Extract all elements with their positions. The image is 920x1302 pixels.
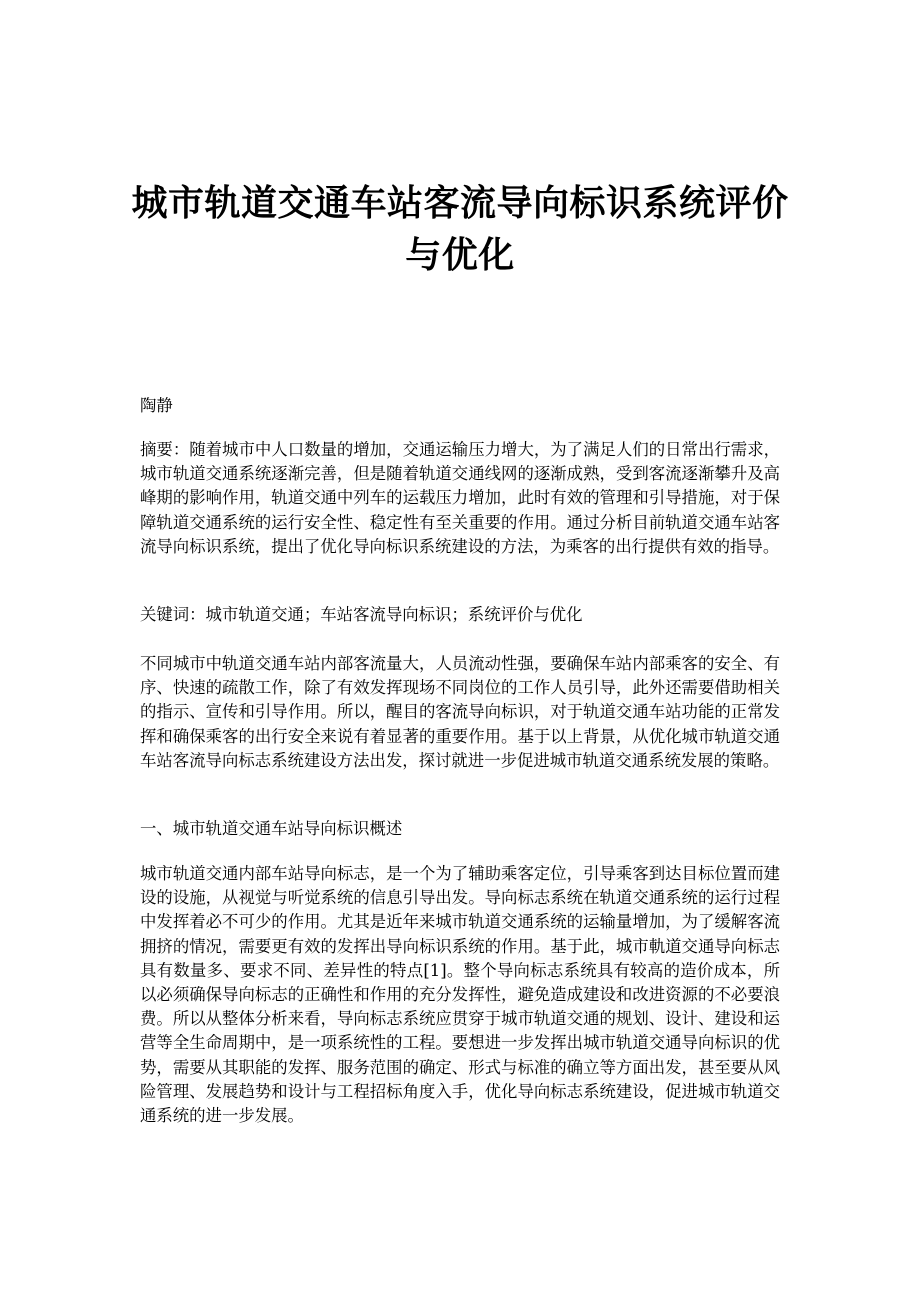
document-title: 城市轨道交通车站客流导向标识系统评价与优化 (131, 183, 789, 276)
keywords-line: 关键词：城市轨道交通；车站客流导向标识；系统评价与优化 (140, 605, 583, 624)
intro-paragraph: 不同城市中轨道交通车站内部客流量大，人员流动性强，要确保车站内部乘客的安全、有序、快速的疏散工作，除了有效发挥现场不同岗位的工作人员引导，此外还需要借助相关的指示、宣传和引导作用。所以，醒目的客流导向标识，对于轨道交通车站功能的正常发挥和确保乘客的出行安全来说有着显著的重要作用。基于以上背景，从优化城市轨道交通车站客流导向标志系统建设方法出发，探讨就进一步促进城市轨道交通系统发展的策略。 (140, 654, 780, 770)
abstract-paragraph: 摘要：随着城市中人口数量的增加，交通运输压力增大，为了满足人们的日常出行需求，城市轨道交通系统逐渐完善，但是随着轨道交通线网的逐渐成熟，受到客流逐渐攀升及高峰期的影响作用，轨道交通中列车的运载压力增加，此时有效的管理和引导措施，对于保障轨道交通系统的运行安全性、稳定性有至关重要的作用。通过分析目前轨道交通车站客流导向标识系统，提出了优化导向标识系统建设的方法，为乘客的出行提供有效的指导。 (140, 440, 780, 556)
section-heading-1: 一、城市轨道交通车站导向标识概述 (140, 819, 403, 838)
author-name: 陶静 (140, 396, 173, 415)
section-1-paragraph: 城市轨道交通内部车站导向标志，是一个为了辅助乘客定位，引导乘客到达目标位置而建设的设施，从视觉与听觉系统的信息引导出发。导向标志系统在轨道交通系统的运行过程中发挥着必不可少的作用。尤其是近年来城市轨道交通系统的运输量增加，为了缓解客流拥挤的情况，需要更有效的发挥出导向标识系统的作用。基于此，城市軌道交通导向标志具有数量多、要求不同、差异性的特点[1]。整个导向标志系统具有较高的造价成本，所以必须确保导向标志的正确性和作用的充分发挥性，避免造成建设和改进资源的不必要浪费。所以从整体分析来看，导向标志系统应贯穿于城市轨道交通的规划、设计、建设和运营等全生命周期中，是一项系统性的工程。要想进一步发挥出城市轨道交通导向标识的优势，需要从其职能的发挥、服务范围的确定、形式与标准的确立等方面出发，甚至要从风险管理、发展趋势和设计与工程招标角度入手，优化导向标志系统建设，促进城市轨道交通系统的进一步发展。 (140, 864, 780, 1126)
